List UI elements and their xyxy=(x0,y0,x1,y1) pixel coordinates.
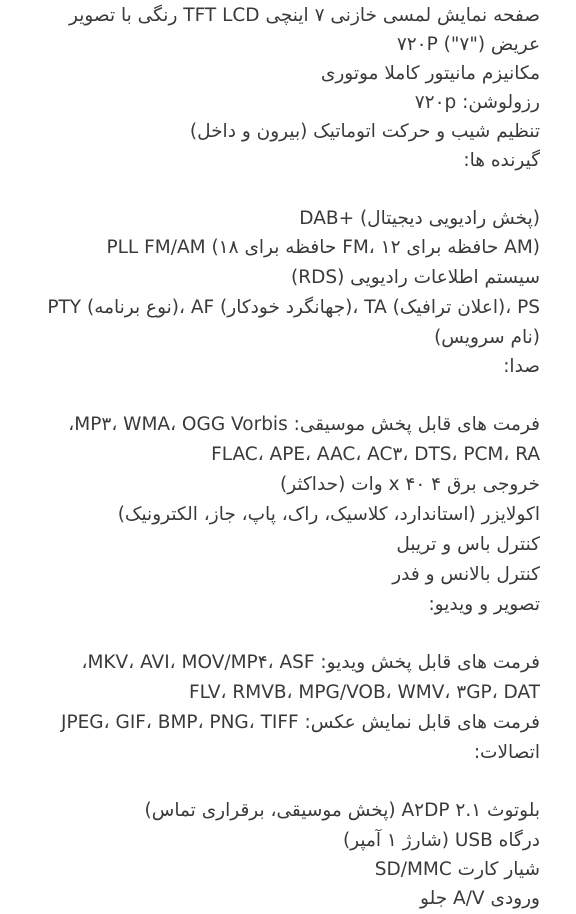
spec-line-music-formats-cont: FLAC، APE، AAC، AC۳، DTS، PCM، RA xyxy=(211,444,540,465)
spec-line-dab: DAB+ (پخش رادیویی دیجیتال) xyxy=(299,208,540,229)
spec-line-resolution: رزولوشن: ۷۲۰p xyxy=(414,92,540,113)
spec-line-pty-cont: (نام سرویس) xyxy=(434,327,540,348)
spec-line-av-input: ورودی A/V جلو xyxy=(420,888,540,909)
spec-line-bass-treble: کنترل باس و تریبل xyxy=(396,534,540,555)
section-heading-video: تصویر و ویدیو: xyxy=(428,594,540,615)
spec-line-tilt: تنظیم شیب و حرکت اتوماتیک (بیرون و داخل) xyxy=(189,121,540,142)
spec-line-video-formats-cont: FLV، RMVB، MPG/VOB، WMV، ۳GP، DAT xyxy=(188,682,540,703)
spec-line-sd-slot: شیار کارت SD/MMC xyxy=(374,859,540,880)
spec-line-music-formats: فرمت های قابل پخش موسیقی: MP۳، WMA، OGG Vorbis، xyxy=(68,414,540,435)
section-heading-receivers: گیرنده ها: xyxy=(463,150,540,171)
section-heading-connections: اتصالات: xyxy=(473,742,540,763)
spec-line-video-formats: فرمت های قابل پخش ویدیو: MKV، AVI، MOV/MP۴، ASF، xyxy=(81,652,540,673)
spec-line-balance-fader: کنترل بالانس و فدر xyxy=(392,564,540,585)
spec-line-bluetooth: بلوتوث ۲.۱ A۲DP (پخش موسیقی، برقراری تماس) xyxy=(144,800,540,821)
spec-line-display: صفحه نمایش لمسی خازنی ۷ اینچی TFT LCD رنگی با تصویر xyxy=(69,5,540,26)
spec-line-photo-formats: فرمت های قابل نمایش عکس: JPEG، GIF، BMP، PNG، TIFF xyxy=(61,712,540,733)
spec-line-mechanism: مکانیزم مانیتور کاملا موتوری xyxy=(320,63,540,84)
spec-line-usb: درگاه USB (شارژ ۱ آمپر) xyxy=(342,830,540,851)
section-heading-audio: صدا: xyxy=(503,356,540,377)
spec-line-pll: PLL FM/AM (۱۸ حافظه برای FM، ۱۲ حافظه برای AM) xyxy=(106,237,540,258)
spec-line-rds: سیستم اطلاعات رادیویی (RDS) xyxy=(291,267,540,288)
spec-line-display-cont: عریض ("۷") ۷۲۰P xyxy=(396,34,540,55)
spec-line-equalizer: اکولایزر (استاندارد، کلاسیک، راک، پاپ، جاز، الکترونیک) xyxy=(117,504,540,525)
spec-line-pty: PTY (نوع برنامه)، AF (جهانگرد خودکار)، TA (اعلان ترافیک)، PS xyxy=(47,297,540,318)
spec-line-power: خروجی برق ۴ x ۴۰ وات (حداکثر) xyxy=(279,474,540,495)
